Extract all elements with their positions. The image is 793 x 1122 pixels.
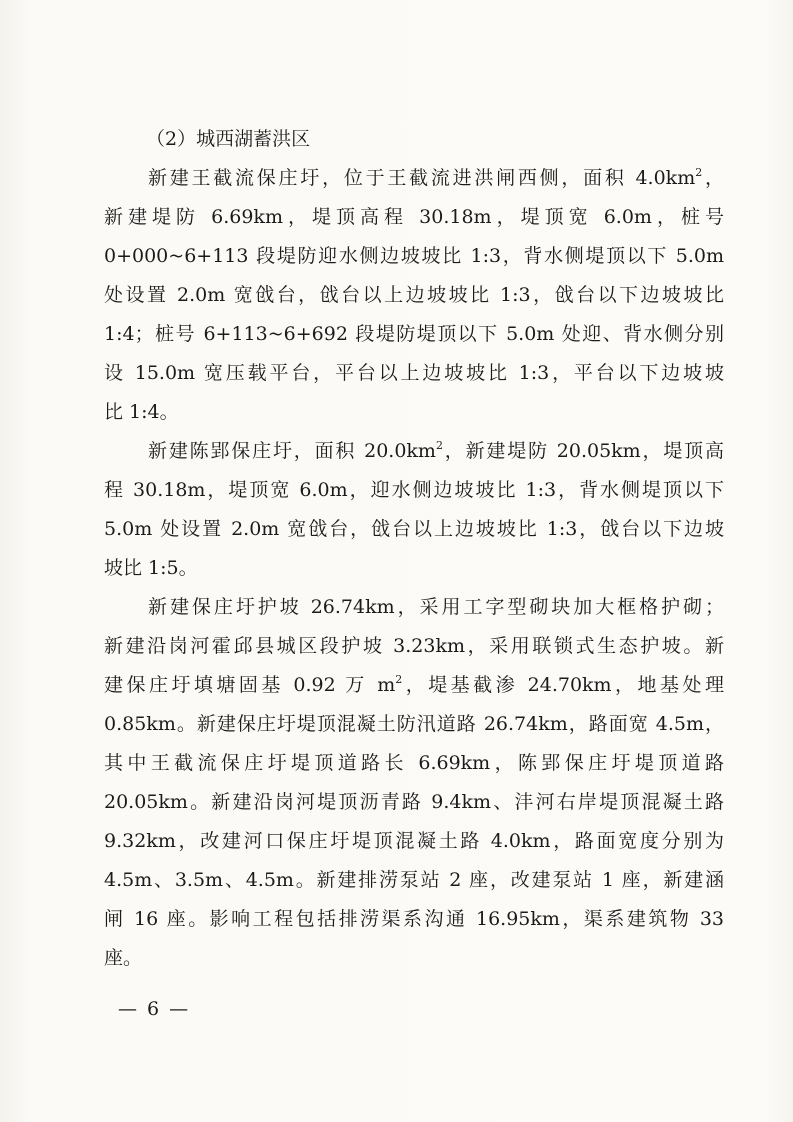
text-line: 其中王截流保庄圩堤顶道路长 6.69km，陈郢保庄圩堤顶道路 [104,752,724,774]
text-line: 0+000~6+113 段堤防迎水侧边坡坡比 1:3，背水侧堤顶以下 5.0m [104,245,724,267]
paragraph-wangjieliu [104,159,724,432]
superscript-2: 2 [395,673,403,686]
text-line: 4.5m、3.5m、4.5m。新建排涝泵站 2 座，改建泵站 1 座，新建涵 [104,869,724,891]
text-line: 坡比 1:5。 [104,557,198,579]
text-line: 闸 16 座。影响工程包括排涝渠系沟通 16.95km，渠系建筑物 33 [104,908,724,930]
text-line: 程 30.18m，堤顶宽 6.0m，迎水侧边坡坡比 1:3，背水侧堤顶以下 [104,479,724,501]
text-line: 1:4；桩号 6+113~6+692 段堤防堤顶以下 5.0m 处迎、背水侧分别 [104,323,724,345]
text-line: 新建保庄圩护坡 26.74km，采用工字型砌块加大框格护砌； [148,596,724,618]
page-number: — 6 — [118,998,191,1020]
text-line: 新建陈郢保庄圩，面积 $20.0km^2$，新建堤防 20.05km，堤顶高 [148,439,724,462]
text-line: 20.05km。新建沿岗河堤顶沥青路 9.4km、沣河右岸堤顶混凝土路 [104,791,724,813]
text-line: 座。 [104,947,143,969]
text-line: 新建堤防 6.69km，堤顶高程 30.18m，堤顶宽 6.0m，桩号 [104,206,724,228]
text-line: 5.0m 处设置 2.0m 宽戗台，戗台以上边坡坡比 1:3，戗台以下边坡 [104,518,724,540]
section-heading: （2）城西湖蓄洪区 [146,128,311,150]
text-line: 新建王截流保庄圩，位于王截流进洪闸西侧，面积 $4.0km^2$， [148,166,724,189]
text-line: 新建沿岗河霍邱县城区段护坡 3.23km，采用联锁式生态护坡。新 [104,635,724,657]
superscript-2: 2 [695,166,703,179]
text-line: 处设置 2.0m 宽戗台，戗台以上边坡坡比 1:3，戗台以下边坡坡比 [104,284,724,306]
text-line: 0.85km。新建保庄圩堤顶混凝土防汛道路 26.74km，路面宽 4.5m， [104,713,724,735]
text-line: 建保庄圩填塘固基 0.92 万 $m^2$，堤基截渗 24.70km，地基处理 [104,673,724,696]
text-line: 设 15.0m 宽压载平台，平台以上边坡坡比 1:3，平台以下边坡坡 [104,362,724,384]
document-body [104,120,724,978]
paragraph-slope-protection [104,588,724,978]
superscript-2: 2 [435,439,443,452]
text-line: 比 1:4。 [104,401,179,423]
paragraph-chenying [104,432,724,588]
text-line: 9.32km，改建河口保庄圩堤顶混凝土路 4.0km，路面宽度分别为 [104,830,724,852]
